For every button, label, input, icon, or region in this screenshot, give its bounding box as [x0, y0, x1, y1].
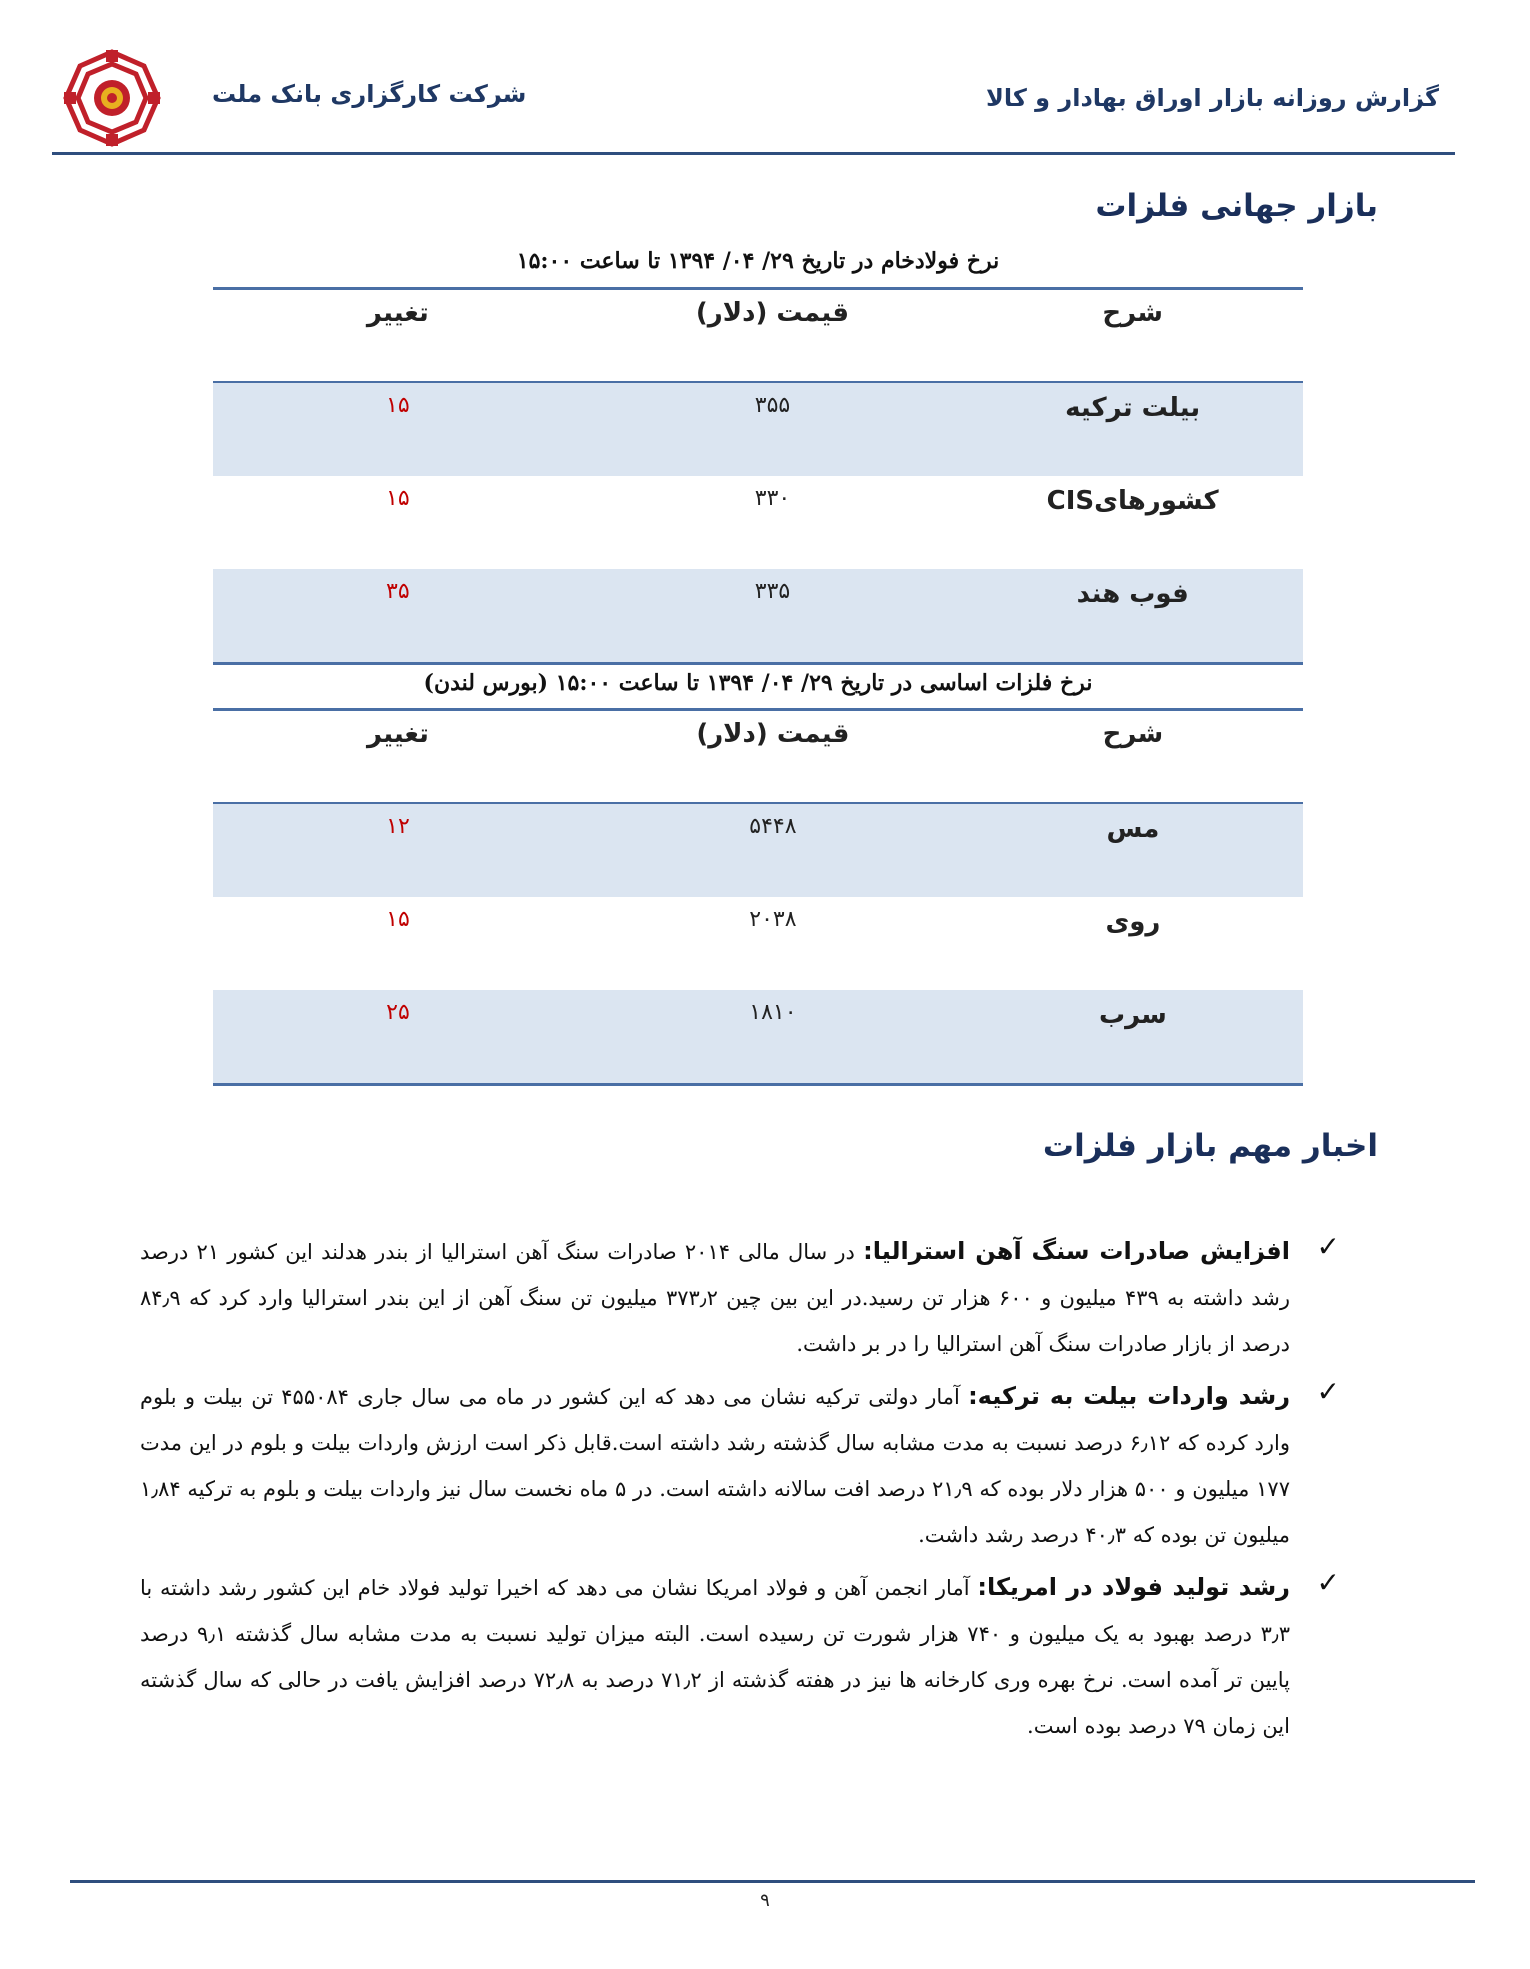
table2-caption: نرخ فلزات اساسی در تاریخ ۲۹/ ۰۴/ ۱۳۹۴ تا ساعت ۱۵:۰۰ (بورس لندن): [423, 670, 1093, 696]
column-header-price: قیمت (دلار): [583, 289, 963, 383]
crude-steel-table: [213, 287, 1303, 665]
row-change: ۱۵: [386, 486, 410, 511]
row-change: ۱۲: [213, 803, 583, 897]
row-name: مس: [963, 803, 1303, 897]
news-list: [140, 1228, 1340, 1755]
column-header-change: تغییر: [213, 289, 583, 383]
report-title: گزارش روزانه بازار اوراق بهادار و کالا: [985, 84, 1439, 112]
news-headline: رشد تولید فولاد در امریکا:: [977, 1573, 1290, 1601]
page-header: [52, 40, 1455, 160]
row-price: ۲۰۳۸: [749, 907, 797, 932]
table-row: [213, 569, 1303, 664]
news-body: آمار دولتی ترکیه نشان می دهد که این کشور در ماه می سال جاری ۴۵۵۰۸۴ تن بیلت و بلوم وارد کرده که ۶٫۱۲ درصد نسبت به مدت مشابه سال گذشته رشد داشته است.قابل ذکر است ارزش واردات بیلت و بلوم در این مدت ۱۷۷ میلیون و ۵۰۰ هزار دلار بوده که ۲۱٫۹ درصد افت سالانه داشته است. در ۵ ماه نخست سال نیز واردات بیلت و بلوم به ترکیه ۱٫۸۴ میلیون تن بوده که ۴۰٫۳ درصد رشد داشت.: [140, 1385, 1290, 1547]
table-row: [213, 897, 1303, 990]
row-price: ۳۳۰: [754, 486, 791, 511]
column-header-change: تغییر: [213, 710, 583, 804]
row-price: ۳۳۵: [583, 569, 963, 664]
column-header-price: قیمت (دلار): [583, 710, 963, 804]
company-name: شرکت کارگزاری بانک ملت: [212, 80, 527, 108]
row-name: فوب هند: [962, 569, 1303, 664]
section-title-metals-news: اخبار مهم بازار فلزات: [1042, 1128, 1378, 1164]
row-price: ۳۵۵: [583, 382, 963, 476]
table-row: [213, 382, 1303, 476]
table-row: [213, 803, 1303, 897]
row-name: روی: [1105, 907, 1161, 937]
base-metals-table: [213, 708, 1303, 1086]
row-change: ۱۵: [213, 382, 583, 476]
news-body: در سال مالی ۲۰۱۴ صادرات سنگ آهن استرالیا از بندر هدلند این کشور ۲۱ درصد رشد داشته به ۴۳۹ میلیون و ۶۰۰ هزار تن رسید.در این بین چین ۳۷۳٫۲ میلیون تن سنگ آهن از این بندر استرالیا وارد کرد که ۸۴٫۹ درصد از بازار صادرات سنگ آهن استرالیا را در بر داشت.: [140, 1240, 1290, 1356]
header-divider: [52, 152, 1455, 155]
row-change: ۱۵: [386, 907, 410, 932]
list-item: [140, 1564, 1340, 1749]
footer-divider: [70, 1880, 1475, 1883]
bank-mellat-logo-icon: [62, 48, 162, 148]
news-headline: رشد واردات بیلت به ترکیه:: [968, 1382, 1291, 1410]
row-change: ۲۵: [213, 990, 583, 1085]
checkmark-icon: ✓: [1316, 1230, 1340, 1263]
news-body: آمار انجمن آهن و فولاد امریکا نشان می دهد که اخیرا تولید فولاد خام این کشور رشد داشته با ۳٫۳ درصد بهبود به یک میلیون و ۷۴۰ هزار شورت تن رسیده است. البته میزان تولید نسبت به مدت مشابه سال گذشته ۹٫۱ درصد پایین تر آمده است. نرخ بهره وری کارخانه ها نیز در هفته گذشته از ۷۱٫۲ درصد به ۷۲٫۸ درصد افزایش یافت در حالی که سال گذشته این زمان ۷۹ درصد بوده است.: [140, 1576, 1291, 1738]
list-item: [140, 1228, 1340, 1367]
column-header-description: شرح: [962, 289, 1303, 383]
table1-caption: نرخ فولادخام در تاریخ ۲۹/ ۰۴/ ۱۳۹۴ تا ساعت ۱۵:۰۰: [516, 248, 1000, 274]
page-number: ۹: [760, 1890, 770, 1911]
checkmark-icon: ✓: [1316, 1375, 1340, 1408]
table-row: [213, 990, 1303, 1085]
row-price: ۵۴۴۸: [583, 803, 963, 897]
row-price: ۱۸۱۰: [583, 990, 963, 1085]
row-name: سرب: [963, 990, 1303, 1085]
row-name: کشورهایCIS: [1046, 486, 1219, 516]
row-change: ۳۵: [213, 569, 583, 664]
checkmark-icon: ✓: [1316, 1566, 1340, 1599]
table-row: [213, 476, 1303, 569]
section-title-world-metals: بازار جهانی فلزات: [1095, 188, 1378, 224]
list-item: [140, 1373, 1340, 1558]
column-header-description: شرح: [963, 710, 1303, 804]
row-name: بیلت ترکیه: [962, 382, 1303, 476]
news-headline: افزایش صادرات سنگ آهن استرالیا:: [863, 1237, 1290, 1265]
